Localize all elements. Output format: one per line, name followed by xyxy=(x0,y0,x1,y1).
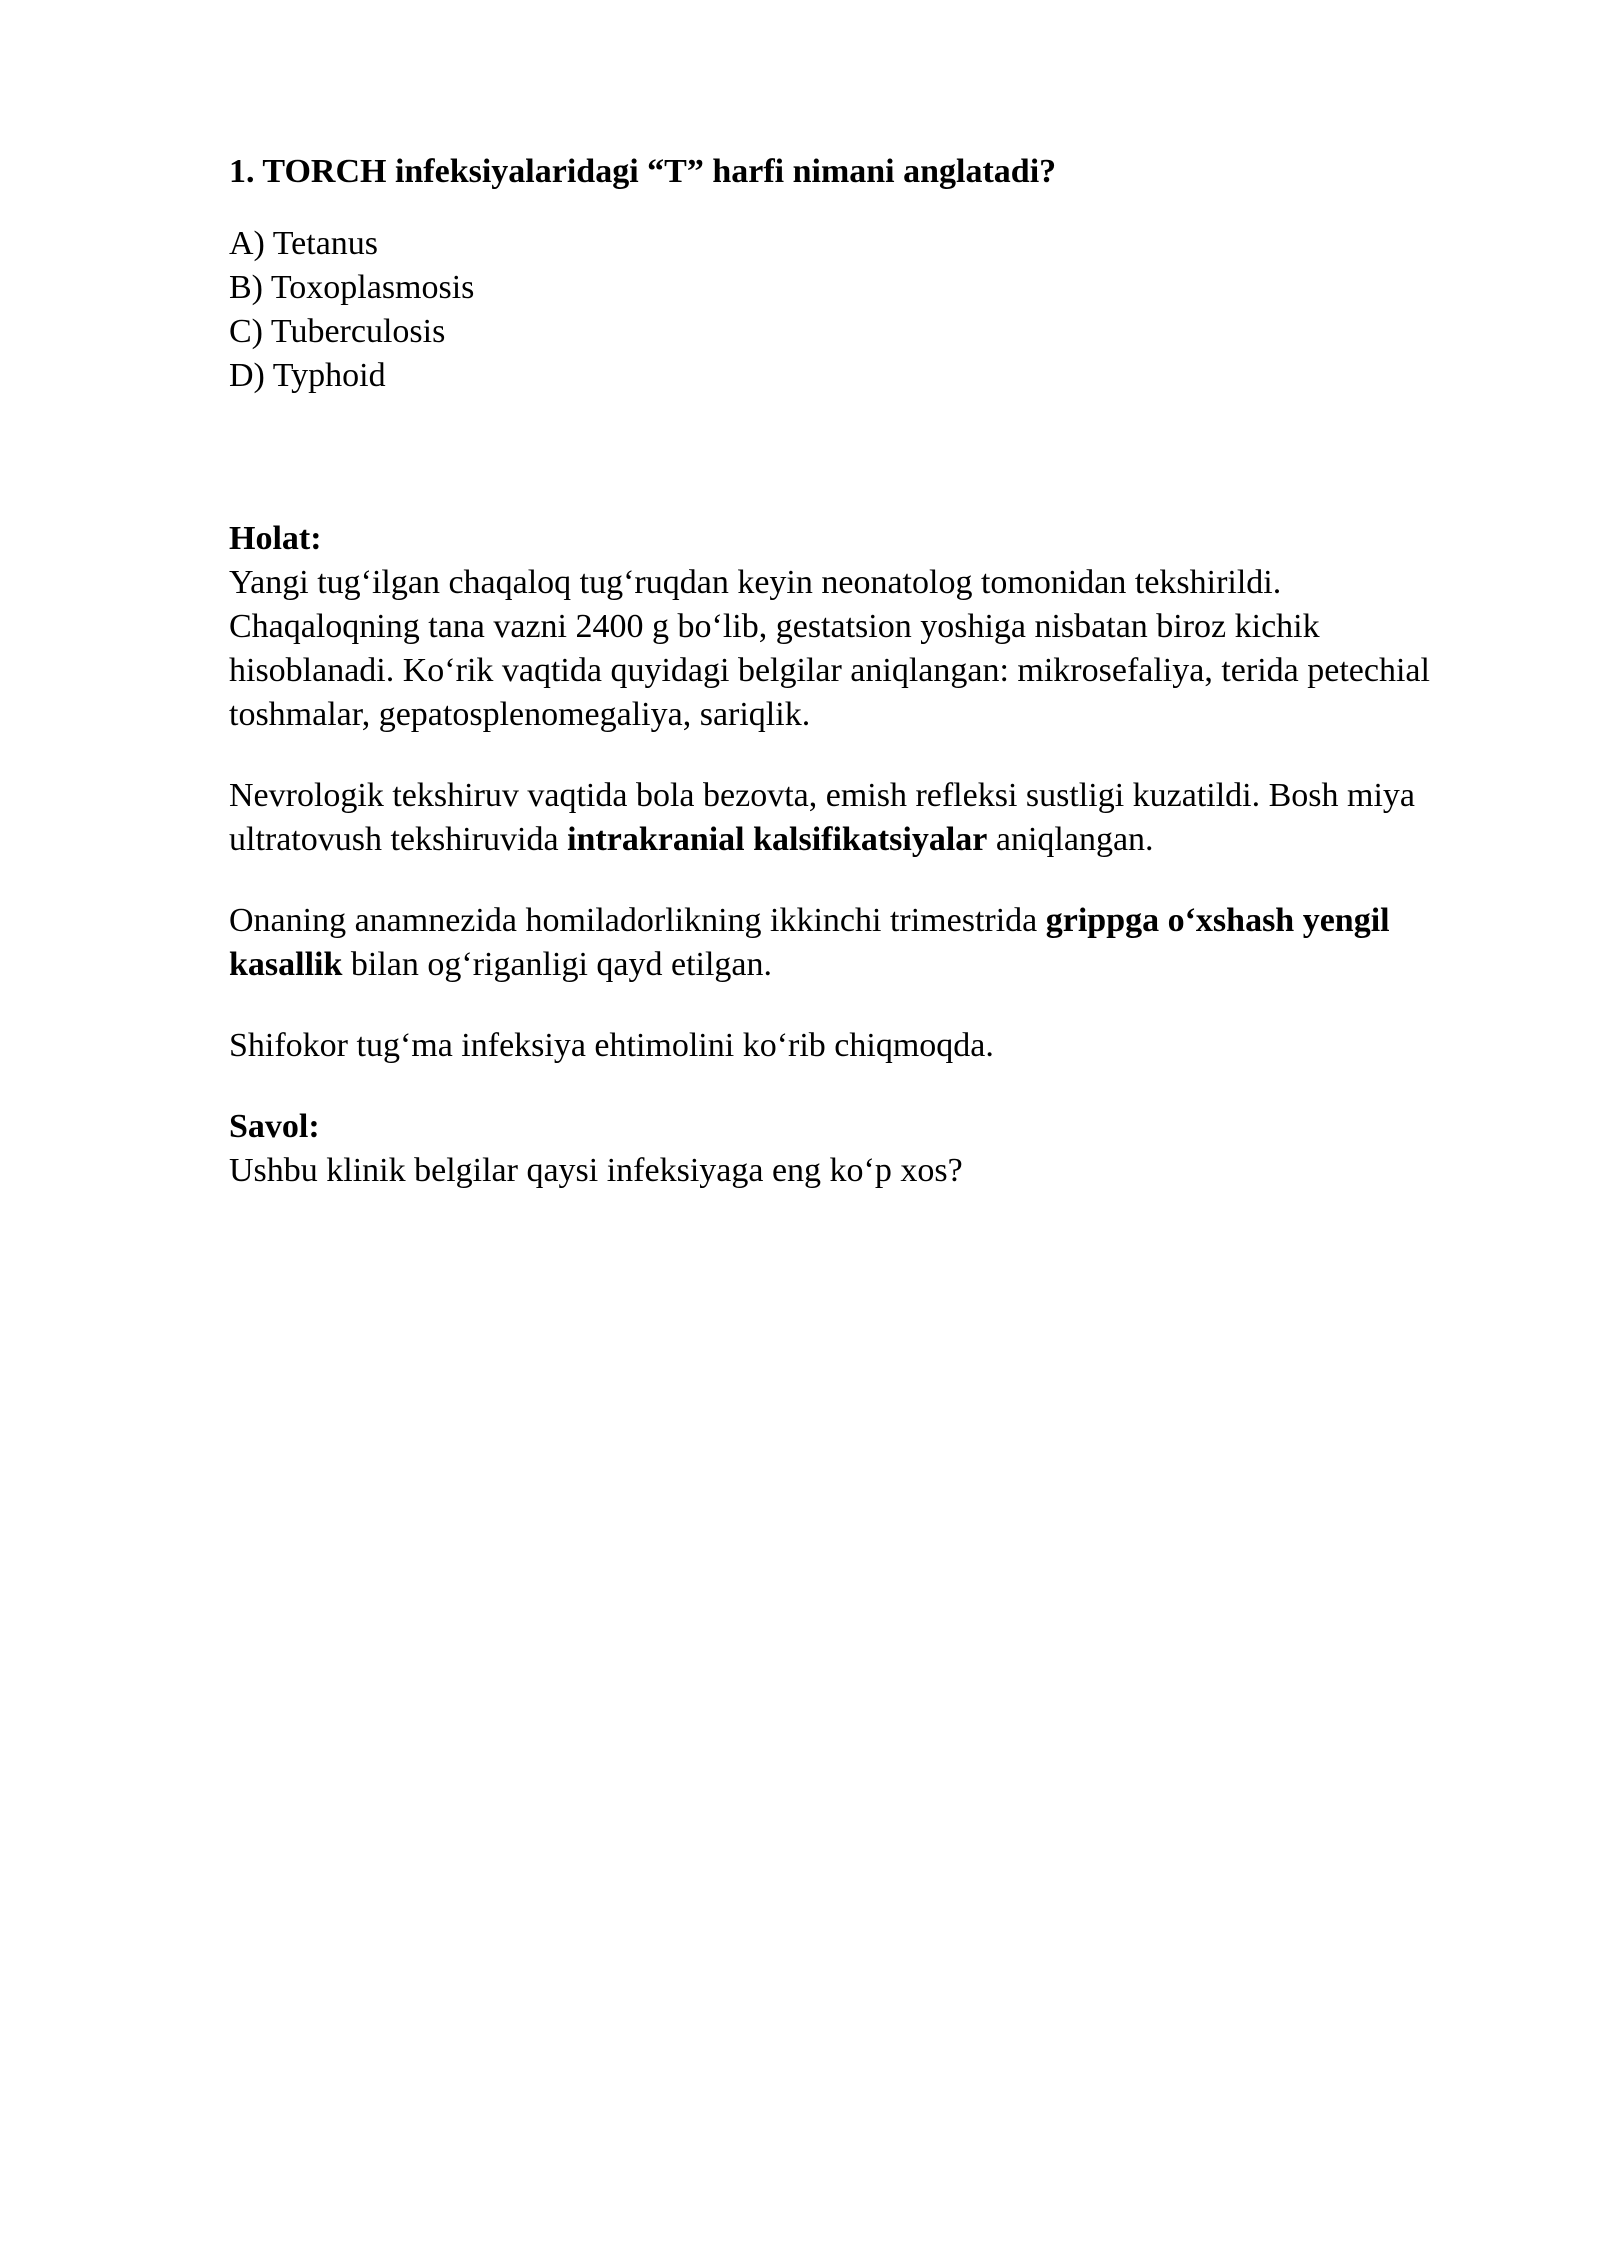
case-paragraph-3-text: Onaning anamnezida homiladorlikning ikkinchi trimestrida xyxy=(229,902,1046,939)
option-c: C) Tuberculosis xyxy=(229,313,446,350)
case-paragraph-2-text: Nevrologik tekshiruv vaqtida bola bezovta, emish refleksi sustligi kuzatildi. Bosh miya ultratovush tekshiruvida xyxy=(229,777,1415,858)
case-paragraph-3-bold: grippga o‘xshash yengil kasallik xyxy=(229,902,1390,983)
question-title: 1. TORCH infeksiyalaridagi “T” harfi nimani anglatadi? xyxy=(229,153,1057,190)
savol-question: Ushbu klinik belgilar qaysi infeksiyaga eng ko‘p xos? xyxy=(229,1152,963,1189)
document-page xyxy=(229,150,1479,1193)
case-paragraph-3 xyxy=(229,899,1479,987)
option-a: A) Tetanus xyxy=(229,225,379,262)
option-d: D) Typhoid xyxy=(229,357,386,394)
savol-heading: Savol: xyxy=(229,1108,320,1145)
case-paragraph-4: Shifokor tug‘ma infeksiya ehtimolini ko‘rib chiqmoqda. xyxy=(229,1027,994,1064)
case-paragraph-1: Yangi tug‘ilgan chaqaloq tug‘ruqdan keyin neonatolog tomonidan tekshirildi. Chaqaloqning tana vazni 2400 g bo‘lib, gestatsion yoshiga nisbatan biroz kichik hisoblanadi. Ko‘rik vaqtida quyidagi belgilar aniqlangan: mikrosefaliya, terida petechial toshmalar, gepatosplenomegaliya, sariqlik. xyxy=(229,564,1430,733)
case-heading: Holat: xyxy=(229,520,322,557)
case-paragraph-2-tail: aniqlangan. xyxy=(987,821,1154,858)
case-paragraph-3-tail: bilan og‘riganligi qayd etilgan. xyxy=(342,946,773,983)
case-paragraph-2-bold: intrakranial kalsifikatsiyalar xyxy=(567,821,988,858)
option-b: B) Toxoplasmosis xyxy=(229,269,475,306)
answer-options xyxy=(229,222,1479,398)
case-paragraph-2 xyxy=(229,774,1479,862)
